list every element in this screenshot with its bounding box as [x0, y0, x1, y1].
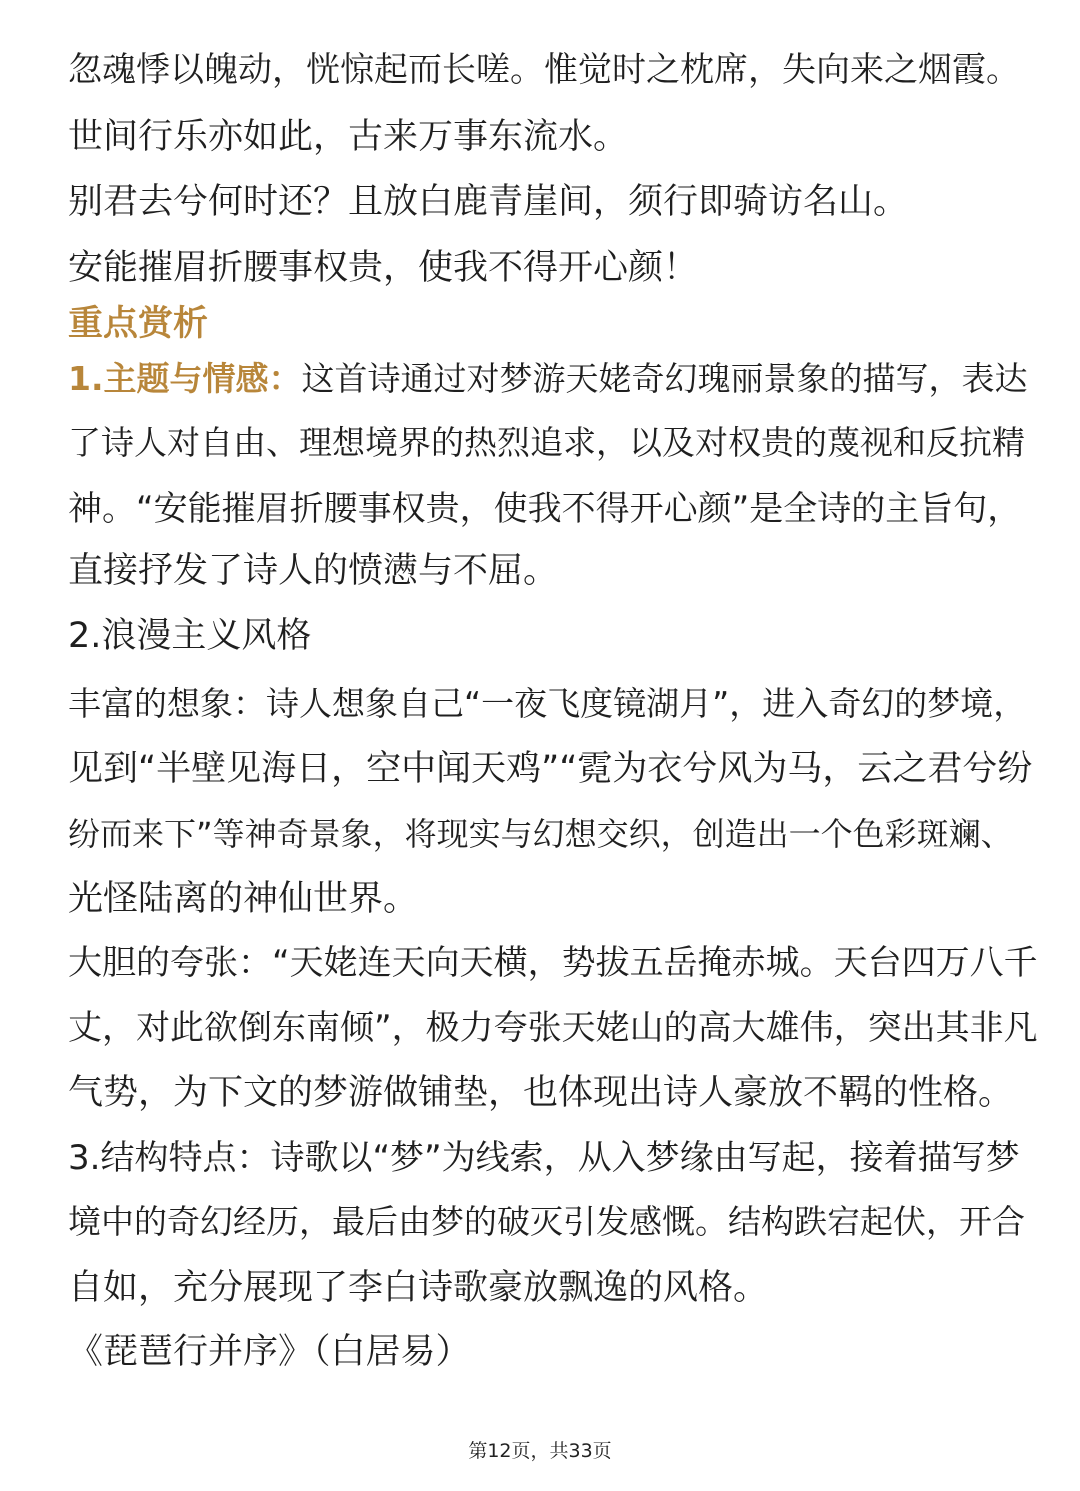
- poem-line: 安能摧眉折腰事权贵，使我不得开心颜！: [68, 248, 699, 288]
- analysis-point-2-text: 见到“半壁见海日，空中闻天鸡”“霓为衣兮风为马，云之君兮纷: [68, 749, 1033, 789]
- poem-line: 别君去兮何时还？且放白鹿青崖间，须行即骑访名山。: [68, 182, 909, 222]
- analysis-point-1-line-4: 直接抒发了诗人的愤懑与不屈。: [68, 551, 559, 591]
- analysis-point-2-text: 纷而来下”等神奇景象，将现实与幻想交织，创造出一个色彩斑斓、: [68, 815, 1013, 853]
- analysis-point-1-lead: 1.主题与情感：: [68, 359, 302, 398]
- analysis-point-2-text: 丈，对此欲倒东南倾”，极力夸张天姥山的高大雄伟，突出其非凡: [68, 1008, 1038, 1048]
- analysis-point-2-text: 气势，为下文的梦游做铺垫，也体现出诗人豪放不羁的性格。: [68, 1073, 1014, 1113]
- analysis-point-3-line: 境中的奇幻经历，最后由梦的破灭引发感慨。结构跌宕起伏，开合: [68, 1202, 1025, 1241]
- analysis-point-1-line-3: 神。“安能摧眉折腰事权贵，使我不得开心颜”是全诗的主旨句，: [68, 489, 1022, 529]
- analysis-point-1-line-2: 了诗人对自由、理想境界的热烈追求，以及对权贵的蔑视和反抗精: [68, 423, 1025, 462]
- analysis-point-3-line: 3.结构特点：诗歌以“梦”为线索，从入梦缘由写起，接着描写梦: [68, 1138, 1020, 1178]
- analysis-point-1-text: 这首诗通过对梦游天姥奇幻瑰丽景象的描写，表达: [301, 359, 1028, 398]
- analysis-point-2-text: 丰富的想象：诗人想象自己“一夜飞度镜湖月”，进入奇幻的梦境，: [68, 684, 1027, 723]
- poem-line: 世间行乐亦如此，古来万事东流水。: [68, 117, 629, 157]
- section-heading: 重点赏析: [68, 304, 209, 344]
- page-number-footer: 第12页，共33页: [468, 1440, 612, 1462]
- analysis-point-2-text: 大胆的夸张：“天姥连天向天横，势拔五岳掩赤城。天台四万八千: [68, 943, 1038, 983]
- poem-line: 忽魂悸以魄动，恍惊起而长嗟。惟觉时之枕席，失向来之烟霞。: [68, 50, 1020, 90]
- next-poem-title: 《琵琶行并序》（白居易）: [68, 1332, 471, 1372]
- analysis-point-1-line-1: [68, 357, 1028, 401]
- analysis-point-2-text: 光怪陆离的神仙世界。: [68, 879, 419, 919]
- analysis-point-3-line: 自如，充分展现了李白诗歌豪放飘逸的风格。: [68, 1268, 769, 1308]
- analysis-point-2-title: 2.浪漫主义风格: [68, 616, 312, 656]
